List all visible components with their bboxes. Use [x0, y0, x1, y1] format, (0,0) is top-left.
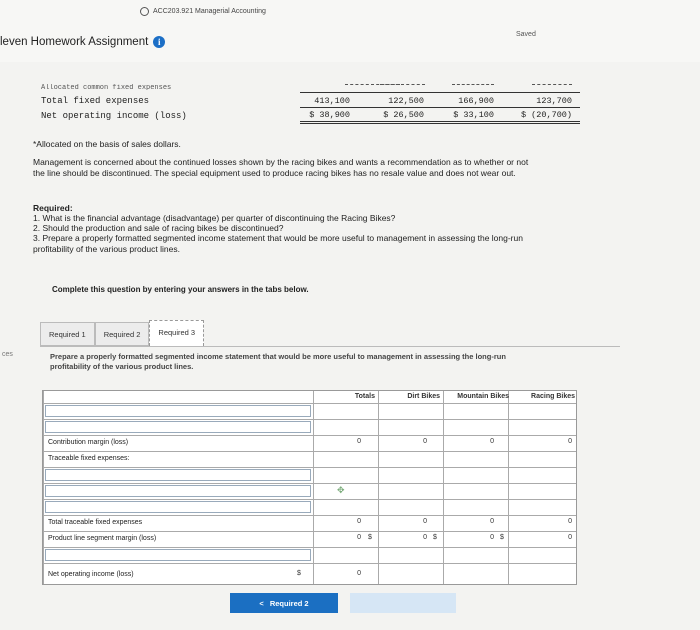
cell-total-traceable-dirt: 0	[423, 518, 427, 525]
cut-off-label: Allocated common fixed expenses	[41, 84, 172, 90]
row-line	[43, 451, 576, 452]
tab-required-1[interactable]: Required 1	[40, 322, 95, 346]
row-line	[43, 467, 576, 468]
cut-off-row-4	[532, 84, 572, 88]
row-label-total-traceable: Total traceable fixed expenses	[48, 519, 143, 526]
row-label-net-income: Net operating income (loss)	[48, 571, 134, 578]
net-dirt: $ 26,500	[383, 110, 424, 120]
required-heading: Required:	[33, 203, 73, 213]
row-line	[43, 483, 576, 484]
cell-total-traceable-totals: 0	[357, 518, 361, 525]
cell-segment-racing: 0	[568, 534, 572, 541]
label-input[interactable]	[45, 485, 311, 497]
net-income-label: Net operating income (loss)	[41, 111, 187, 121]
para-line-2: the line should be discontinued. The special equipment used to produce racing bikes has no resale value and does not wear out.	[33, 168, 516, 178]
tab-required-2[interactable]: Required 2	[95, 322, 150, 346]
move-cursor-icon: ✥	[337, 485, 345, 495]
cell-contribution-dirt: 0	[423, 438, 427, 445]
dollar-sign: $	[368, 534, 372, 541]
cell-segment-mountain: 0	[490, 534, 494, 541]
cell-total-traceable-racing: 0	[568, 518, 572, 525]
prev-required-2-button[interactable]: < Required 2	[230, 593, 338, 613]
net-mountain: $ 33,100	[453, 110, 494, 120]
cut-off-row-2	[380, 84, 425, 88]
row-label-segment-margin: Product line segment margin (loss)	[48, 535, 157, 542]
row-line	[43, 435, 576, 436]
chevron-left-icon: <	[259, 598, 264, 608]
fin-rule-top	[300, 92, 580, 93]
row-line	[43, 531, 576, 532]
row-line	[43, 563, 576, 564]
label-input[interactable]	[45, 405, 311, 417]
cell-contribution-mountain: 0	[490, 438, 494, 445]
row-line	[43, 403, 576, 404]
net-racing: $ (20,700)	[520, 110, 572, 120]
header-totals: Totals	[354, 393, 375, 400]
row-label-contribution: Contribution margin (loss)	[48, 439, 129, 446]
header-mountain-bikes: Mountain Bikes	[457, 393, 509, 400]
net-total: $ 38,900	[309, 110, 350, 120]
dollar-sign: $	[433, 534, 437, 541]
panel-divider	[40, 346, 620, 347]
tab-bar	[40, 320, 204, 346]
label-input[interactable]	[45, 421, 311, 433]
cell-net-income-totals: 0	[357, 570, 361, 577]
cell-segment-dirt: 0	[423, 534, 427, 541]
segmented-income-table	[42, 390, 577, 585]
row-line	[43, 419, 576, 420]
total-fixed-dirt: 122,500	[388, 96, 424, 106]
loading-ring-icon	[140, 7, 149, 16]
dollar-sign: $	[500, 534, 504, 541]
total-fixed-label: Total fixed expenses	[41, 96, 150, 106]
total-fixed-mountain: 166,900	[458, 96, 494, 106]
cell-contribution-totals: 0	[357, 438, 361, 445]
question-1: 1. What is the financial advantage (disadvantage) per quarter of discontinuing the Racing Bikes?	[33, 213, 396, 223]
question-3a: 3. Prepare a properly formatted segmented income statement that would be more useful to management in assessing the long-run	[33, 233, 523, 243]
tab-required-3[interactable]: Required 3	[149, 320, 204, 346]
panel-prompt: Prepare a properly formatted segmented income statement that would be more useful to management in assessing the long-run profitability of the various product lines.	[50, 352, 506, 371]
total-fixed-racing: 123,700	[536, 96, 572, 106]
side-cut-text: ces	[2, 351, 13, 358]
assignment-title: leven Homework Assignment i	[0, 36, 165, 48]
fin-rule-bottom	[300, 121, 580, 124]
fin-rule-mid	[300, 107, 580, 108]
complete-instruction: Complete this question by entering your answers in the tabs below.	[52, 285, 309, 294]
info-icon[interactable]: i	[153, 36, 165, 48]
question-3b: profitability of the various product lines.	[33, 244, 180, 254]
dollar-sign: $	[297, 570, 301, 577]
row-line	[43, 547, 576, 548]
total-fixed-total: 413,100	[314, 96, 350, 106]
row-line	[43, 515, 576, 516]
next-button-disabled	[350, 593, 456, 613]
header-racing-bikes: Racing Bikes	[531, 393, 575, 400]
question-2: 2. Should the production and sale of racing bikes be discontinued?	[33, 223, 284, 233]
cell-segment-totals: 0	[357, 534, 361, 541]
top-bar	[0, 0, 700, 62]
cell-contribution-racing: 0	[568, 438, 572, 445]
label-input[interactable]	[45, 469, 311, 481]
cell-total-traceable-mountain: 0	[490, 518, 494, 525]
para-line-1: Management is concerned about the continued losses shown by the racing bikes and wants a recommendation as to whether or not	[33, 157, 529, 167]
row-label-traceable: Traceable fixed expenses:	[48, 455, 130, 462]
label-input[interactable]	[45, 549, 311, 561]
header-dirt-bikes: Dirt Bikes	[407, 393, 440, 400]
cut-off-row-3	[452, 84, 494, 88]
row-line	[43, 499, 576, 500]
footnote: *Allocated on the basis of sales dollars.	[33, 139, 181, 149]
label-input[interactable]	[45, 501, 311, 513]
app-title: ACC203.921 Managerial Accounting	[140, 7, 266, 16]
saved-status: Saved	[516, 31, 536, 38]
